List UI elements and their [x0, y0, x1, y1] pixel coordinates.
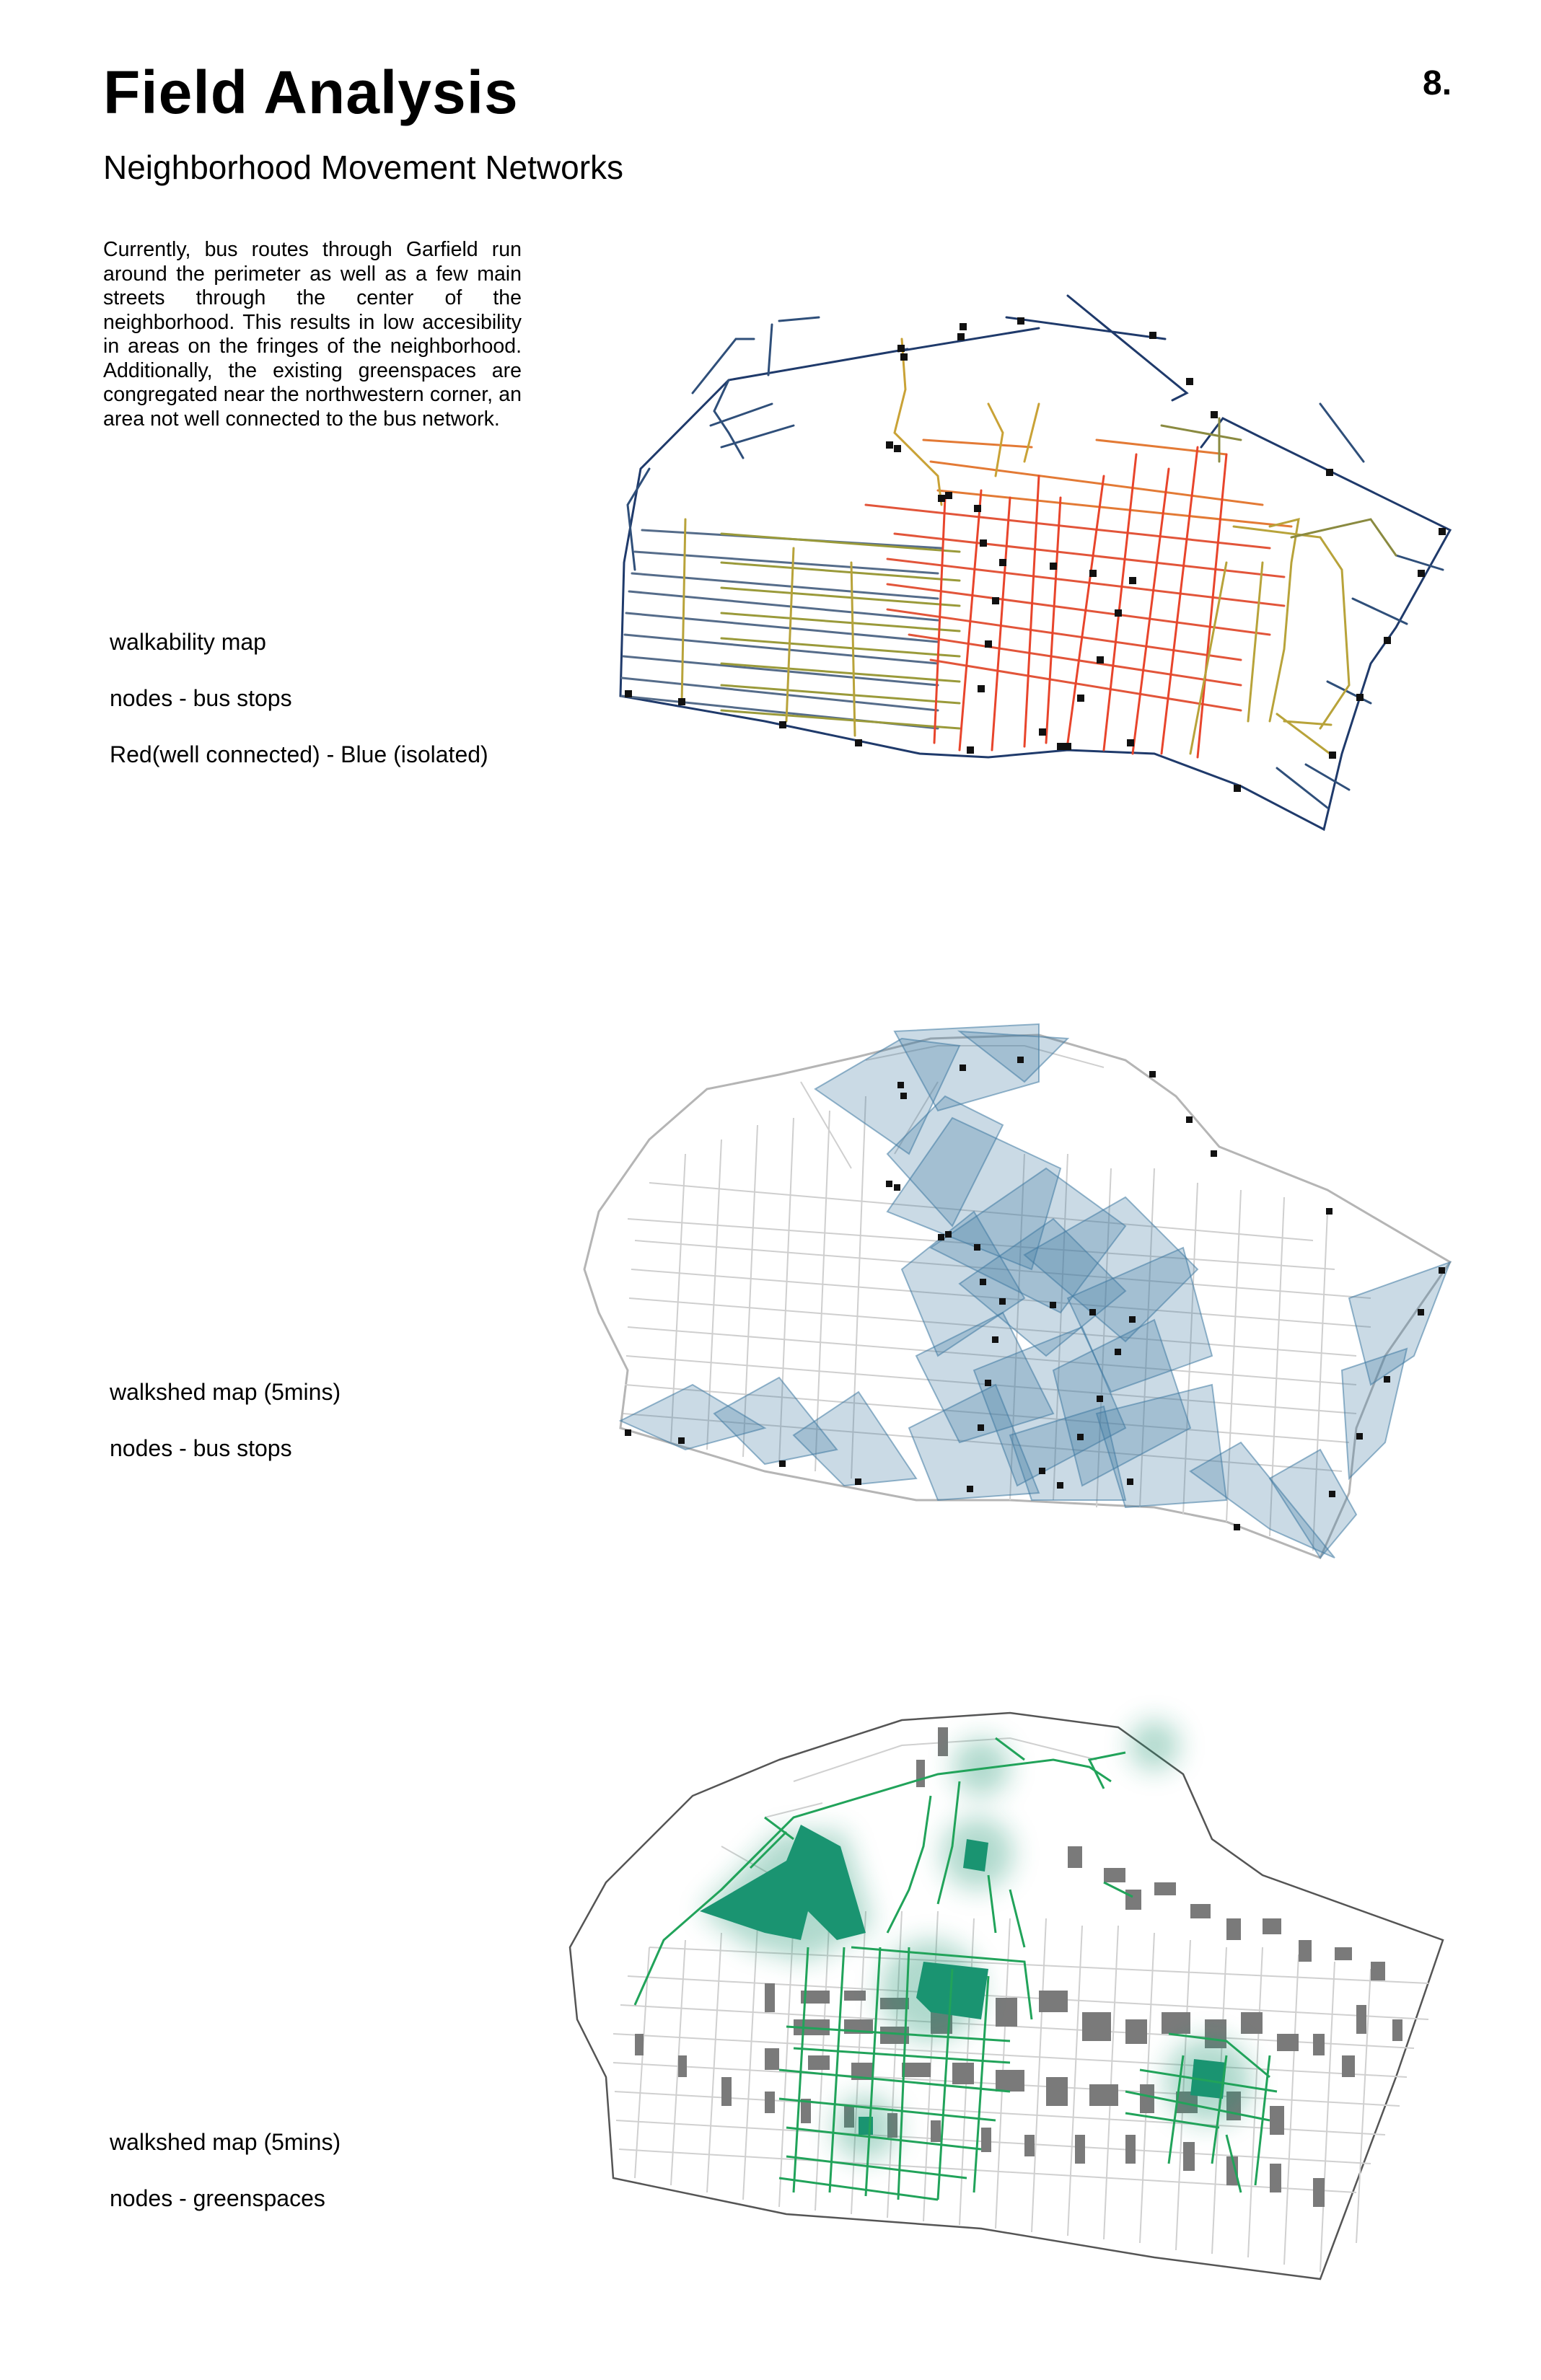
- walkability-map: [606, 267, 1472, 844]
- walkability-map-label: walkability map: [110, 629, 266, 655]
- color-legend-label: Red(well connected) - Blue (isolated): [110, 741, 488, 767]
- greenspace-walkshed-map: [563, 1695, 1465, 2286]
- page-number: 8.: [1423, 64, 1452, 102]
- intro-paragraph: Currently, bus routes through Garfield run around the perimeter as well as a few main streets through the center of the neighborhood. This results in low accesibility in areas on the fringes of the neighborhood. Additionally, the existing greenspaces are congregated near the northwestern corner, an area not well connected to the bus network.: [103, 238, 522, 431]
- page-subtitle: Neighborhood Movement Networks: [103, 149, 624, 186]
- walkshed-map-label: walkshed map (5mins): [110, 1379, 341, 1405]
- page-title: Field Analysis: [103, 58, 519, 126]
- bus-walkshed-map: [577, 1010, 1465, 1572]
- greenspace-walkshed-label: walkshed map (5mins): [110, 2129, 341, 2155]
- bus-stop-nodes-label: nodes - bus stops: [110, 685, 292, 711]
- walkshed-bus-nodes-label: nodes - bus stops: [110, 1435, 292, 1461]
- greenspace-nodes-label: nodes - greenspaces: [110, 2185, 325, 2211]
